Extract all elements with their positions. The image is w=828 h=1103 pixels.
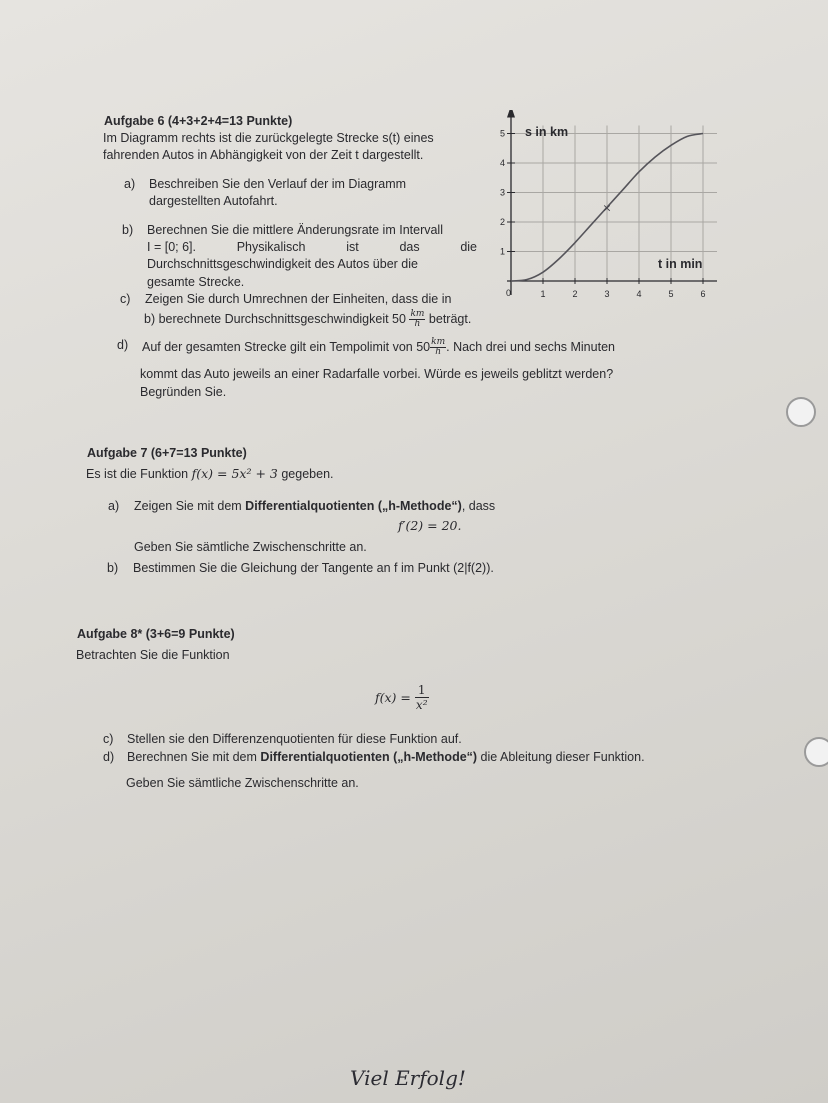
task7-a-end: , dass <box>461 499 496 513</box>
task6-b-label: b) <box>122 223 134 237</box>
x-tick-label: 4 <box>636 289 642 299</box>
task8-d-line1 <box>127 750 645 765</box>
task6-d-line1 <box>142 338 615 357</box>
task6-b-word: Physikalisch <box>236 240 306 254</box>
x-axis-label: t in min <box>658 257 703 271</box>
task8-d-text: Berechnen Sie mit dem <box>127 750 257 764</box>
unit-fraction: $\frac{km}{h}$ <box>410 309 425 329</box>
binder-hole <box>804 737 828 767</box>
task6-b-line3: Durchschnittsgeschwindigkeit des Autos über die <box>147 257 418 271</box>
task8-c-label: c) <box>103 732 114 746</box>
task7-intro <box>86 466 334 482</box>
task6-b-line1: Berechnen Sie die mittlere Änderungsrate im Intervall <box>147 223 443 237</box>
task6-d-label: d) <box>117 338 129 352</box>
task6-b-word: das <box>399 240 420 254</box>
task7-a-label: a) <box>108 499 120 513</box>
task8-d-line2: Geben Sie sämtliche Zwischenschritte an. <box>126 776 359 790</box>
task8-intro: Betrachten Sie die Funktion <box>76 648 230 662</box>
x-tick-label: 1 <box>540 289 546 299</box>
task6-b-line4: gesamte Strecke. <box>147 275 245 289</box>
task6-c-line2-end: beträgt. <box>428 311 472 326</box>
x-tick-label: 5 <box>668 289 674 299</box>
task6-b-word: die <box>460 240 477 254</box>
distance-time-chart <box>480 110 730 315</box>
task8-function-lhs: f(x) = <box>375 689 411 705</box>
y-axis-arrow <box>507 110 515 118</box>
x-tick-label: 2 <box>572 289 578 299</box>
task7-function: f(x) = 5x² + 3 <box>191 466 278 481</box>
y-tick-label: 4 <box>499 158 505 168</box>
task6-c-label: c) <box>120 292 131 306</box>
task7-intro-text: Es ist die Funktion <box>86 467 189 481</box>
task6-c-line1: Zeigen Sie durch Umrechnen der Einheiten, dass die in <box>145 292 452 306</box>
task7-a-bold: Differentialquotienten („h-Methode“) <box>245 499 462 513</box>
task8-function <box>375 677 429 717</box>
task6-a-line2: dargestellten Autofahrt. <box>149 194 278 208</box>
task8-c-text: Stellen sie den Differenzenquotienten für diese Funktion auf. <box>127 732 462 746</box>
x-tick-label: 6 <box>700 289 706 299</box>
task7-a-line3: Geben Sie sämtliche Zwischenschritte an. <box>134 540 367 554</box>
y-tick-label: 2 <box>499 217 505 227</box>
origin-label: 0 <box>506 288 512 298</box>
task6-d-line2: kommt das Auto jeweils an einer Radarfalle vorbei. Würde es jeweils geblitzt werden? <box>140 367 614 381</box>
y-axis-label: s in km <box>525 125 569 139</box>
task7-a-text: Zeigen Sie mit dem <box>134 499 242 513</box>
closing-handwritten: Viel Erfolg! <box>350 1066 466 1090</box>
unit-fraction: $\frac{km}{h}$ <box>431 337 446 357</box>
task8-function-fraction: $\frac{1}{\text{x²}}$ <box>415 682 428 712</box>
chart-annotation-mark: × <box>602 201 612 215</box>
task6-intro-line2: fahrenden Autos in Abhängigkeit von der Zeit t dargestellt. <box>103 148 424 162</box>
task6-a-line1: Beschreiben Sie den Verlauf der im Diagramm <box>149 177 407 191</box>
task7-a-line1 <box>134 499 495 514</box>
task6-b-interval: I = [0; 6]. <box>147 240 196 254</box>
y-tick-label: 1 <box>499 246 505 257</box>
task8-d-label: d) <box>103 750 115 764</box>
task7-b-text: Bestimmen Sie die Gleichung der Tangente an f im Punkt (2|f(2)). <box>133 561 494 575</box>
task7-intro-end: gegeben. <box>281 467 334 481</box>
task8-title: Aufgabe 8* (3+6=9 Punkte) <box>77 627 235 641</box>
binder-hole <box>786 397 816 427</box>
task6-c-line2-text: b) berechnete Durchschnittsgeschwindigkeit 50 <box>144 311 406 326</box>
task6-b-line2 <box>147 240 477 255</box>
task6-b-word: ist <box>346 240 359 254</box>
task6-title: Aufgabe 6 (4+3+2+4=13 Punkte) <box>104 114 293 128</box>
task6-d-line1-end: . Nach drei und sechs Minuten <box>446 339 615 354</box>
task8-d-end: die Ableitung dieser Funktion. <box>477 750 645 764</box>
y-tick-label: 5 <box>499 128 505 139</box>
task6-d-line1-text: Auf der gesamten Strecke gilt ein Tempolimit von 50 <box>142 339 431 354</box>
task7-a-formula: f′(2) = 20. <box>398 518 462 533</box>
task6-intro-line1: Im Diagramm rechts ist die zurückgelegte Strecke s(t) eines <box>103 131 434 145</box>
x-tick-label: 3 <box>604 289 610 299</box>
task8-d-bold: Differentialquotienten („h-Methode“) <box>260 750 478 764</box>
task6-d-line3: Begründen Sie. <box>140 385 227 399</box>
task7-title: Aufgabe 7 (6+7=13 Punkte) <box>87 446 247 460</box>
task7-b-label: b) <box>107 561 119 575</box>
task6-a-label: a) <box>124 177 136 191</box>
y-tick-label: 3 <box>499 187 505 198</box>
task6-c-line2 <box>144 310 471 329</box>
